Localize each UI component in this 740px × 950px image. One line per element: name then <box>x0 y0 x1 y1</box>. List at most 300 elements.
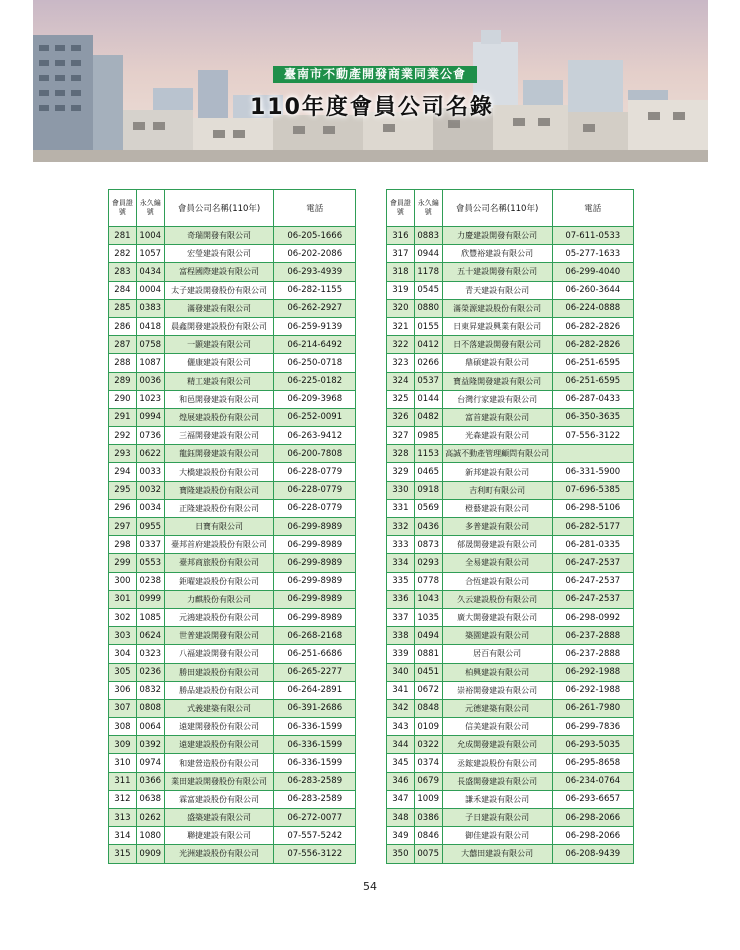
phone-cell: 06-209-3968 <box>274 390 356 408</box>
company-name-cell: 久云建設股份有限公司 <box>442 590 552 608</box>
company-name-cell: 台灣行家建設有限公司 <box>442 390 552 408</box>
association-name: 臺南市不動產開發商業同業公會 <box>273 66 477 83</box>
company-name-cell: 力慶建設開發有限公司 <box>442 227 552 245</box>
table-row <box>387 736 634 754</box>
company-name-cell: 吉利町有限公司 <box>442 481 552 499</box>
perm-no-cell: 0144 <box>414 390 442 408</box>
member-no-cell: 301 <box>109 590 137 608</box>
member-no-cell: 322 <box>387 336 415 354</box>
table-row <box>387 299 634 317</box>
phone-cell: 07-611-0533 <box>552 227 633 245</box>
phone-cell: 06-295-8658 <box>552 754 633 772</box>
phone-cell: 06-264-2891 <box>274 681 356 699</box>
member-no-cell: 288 <box>109 354 137 372</box>
header-phone: 電話 <box>552 190 633 227</box>
member-no-cell: 323 <box>387 354 415 372</box>
company-name-cell: 大囍田建設有限公司 <box>442 845 552 863</box>
table-row <box>109 572 356 590</box>
table-row <box>109 827 356 845</box>
table-row <box>387 699 634 717</box>
company-name-cell: 儷康建設有限公司 <box>164 354 274 372</box>
perm-no-cell: 0880 <box>414 299 442 317</box>
table-row <box>109 845 356 863</box>
company-name-cell: 光森建設有限公司 <box>442 427 552 445</box>
company-name-cell: 信美建設有限公司 <box>442 718 552 736</box>
perm-no-cell: 0374 <box>414 754 442 772</box>
table-row <box>109 645 356 663</box>
header-company: 會員公司名稱(110年) <box>164 190 274 227</box>
table-body-right <box>387 227 634 864</box>
company-name-cell: 臺邦首府建設股份有限公司 <box>164 536 274 554</box>
company-name-cell: 崇裕開發建設有限公司 <box>442 681 552 699</box>
company-name-cell: 築園建設有限公司 <box>442 627 552 645</box>
table-row <box>109 481 356 499</box>
table-row <box>387 481 634 499</box>
company-name-cell: 子日建設有限公司 <box>442 809 552 827</box>
table-row <box>387 463 634 481</box>
table-row <box>387 317 634 335</box>
perm-no-cell: 1009 <box>414 790 442 808</box>
perm-no-cell: 0155 <box>414 317 442 335</box>
table-row <box>387 263 634 281</box>
header-perm-no: 永久編號 <box>414 190 442 227</box>
phone-cell: 06-293-5035 <box>552 736 633 754</box>
perm-no-cell: 0262 <box>136 809 164 827</box>
member-no-cell: 299 <box>109 554 137 572</box>
perm-no-cell: 0412 <box>414 336 442 354</box>
member-no-cell: 306 <box>109 681 137 699</box>
company-name-cell: 精工建設有限公司 <box>164 372 274 390</box>
member-table-right <box>386 189 634 864</box>
perm-no-cell: 0337 <box>136 536 164 554</box>
phone-cell: 06-281-0335 <box>552 536 633 554</box>
phone-cell: 06-251-6595 <box>552 372 633 390</box>
company-name-cell: 允成開發建設有限公司 <box>442 736 552 754</box>
perm-no-cell: 0436 <box>414 518 442 536</box>
phone-cell: 07-557-5242 <box>274 827 356 845</box>
member-no-cell: 339 <box>387 645 415 663</box>
phone-cell: 06-237-2888 <box>552 627 633 645</box>
member-no-cell: 292 <box>109 427 137 445</box>
company-name-cell: 寶隆建設股份有限公司 <box>164 481 274 499</box>
member-no-cell: 321 <box>387 317 415 335</box>
member-no-cell: 341 <box>387 681 415 699</box>
member-no-cell: 290 <box>109 390 137 408</box>
perm-no-cell: 1023 <box>136 390 164 408</box>
perm-no-cell: 0672 <box>414 681 442 699</box>
perm-no-cell: 0758 <box>136 336 164 354</box>
page-number: 54 <box>363 880 377 893</box>
perm-no-cell: 0418 <box>136 317 164 335</box>
company-name-cell: 宏瑩建設有限公司 <box>164 245 274 263</box>
company-name-cell: 式義建築有限公司 <box>164 699 274 717</box>
company-name-cell: 八福建設開發有限公司 <box>164 645 274 663</box>
perm-no-cell: 0881 <box>414 645 442 663</box>
company-name-cell: 日寶有限公司 <box>164 518 274 536</box>
table-row <box>387 718 634 736</box>
table-row <box>387 608 634 626</box>
perm-no-cell: 0236 <box>136 663 164 681</box>
phone-cell: 06-298-2066 <box>552 809 633 827</box>
table-header-row <box>387 190 634 227</box>
table-row <box>387 536 634 554</box>
company-name-cell: 太子建設開發股份有限公司 <box>164 281 274 299</box>
member-no-cell: 316 <box>387 227 415 245</box>
table-row <box>387 590 634 608</box>
company-name-cell: 居百有限公司 <box>442 645 552 663</box>
perm-no-cell: 0392 <box>136 736 164 754</box>
member-no-cell: 303 <box>109 627 137 645</box>
company-name-cell: 丞鋐建設股份有限公司 <box>442 754 552 772</box>
table-row <box>387 809 634 827</box>
company-name-cell: 和邑開發建設有限公司 <box>164 390 274 408</box>
table-row <box>387 790 634 808</box>
perm-no-cell: 0999 <box>136 590 164 608</box>
member-no-cell: 291 <box>109 408 137 426</box>
table-row <box>109 245 356 263</box>
member-no-cell: 305 <box>109 663 137 681</box>
company-name-cell: 滿榮源建設股份有限公司 <box>442 299 552 317</box>
table-row <box>109 427 356 445</box>
member-no-cell: 308 <box>109 718 137 736</box>
company-name-cell: 日東昇建設興業有限公司 <box>442 317 552 335</box>
phone-cell: 06-299-8989 <box>274 572 356 590</box>
table-row <box>109 627 356 645</box>
table-row <box>387 645 634 663</box>
member-no-cell: 335 <box>387 572 415 590</box>
company-name-cell: 五十建設開發有限公司 <box>442 263 552 281</box>
phone-cell: 06-247-2537 <box>552 572 633 590</box>
phone-cell: 06-202-2086 <box>274 245 356 263</box>
perm-no-cell: 0985 <box>414 427 442 445</box>
table-row <box>387 354 634 372</box>
perm-no-cell: 1153 <box>414 445 442 463</box>
perm-no-cell: 0451 <box>414 663 442 681</box>
company-name-cell: 鉅曜建設股份有限公司 <box>164 572 274 590</box>
table-row <box>387 245 634 263</box>
phone-cell: 07-556-3122 <box>552 427 633 445</box>
company-name-cell: 遠建建設股份有限公司 <box>164 736 274 754</box>
company-name-cell: 盛築建設有限公司 <box>164 809 274 827</box>
perm-no-cell: 1085 <box>136 608 164 626</box>
perm-no-cell: 0622 <box>136 445 164 463</box>
member-no-cell: 336 <box>387 590 415 608</box>
member-no-cell: 331 <box>387 499 415 517</box>
table-row <box>109 227 356 245</box>
company-name-cell: 大橋建設股份有限公司 <box>164 463 274 481</box>
table-row <box>109 408 356 426</box>
member-no-cell: 312 <box>109 790 137 808</box>
phone-cell: 06-208-9439 <box>552 845 633 863</box>
perm-no-cell: 0064 <box>136 718 164 736</box>
company-name-cell: 遠建開發股份有限公司 <box>164 718 274 736</box>
perm-no-cell: 1035 <box>414 608 442 626</box>
perm-no-cell: 0465 <box>414 463 442 481</box>
perm-no-cell: 0569 <box>414 499 442 517</box>
table-row <box>387 554 634 572</box>
table-row <box>387 518 634 536</box>
perm-no-cell: 0545 <box>414 281 442 299</box>
company-name-cell: 廣大開發建設有限公司 <box>442 608 552 626</box>
phone-cell: 06-251-6686 <box>274 645 356 663</box>
member-no-cell: 284 <box>109 281 137 299</box>
perm-no-cell: 0808 <box>136 699 164 717</box>
perm-no-cell: 0036 <box>136 372 164 390</box>
company-name-cell: 滿發建設有限公司 <box>164 299 274 317</box>
phone-cell: 05-277-1633 <box>552 245 633 263</box>
company-name-cell: 晨鑫開發建設股份有限公司 <box>164 317 274 335</box>
phone-cell: 06-283-2589 <box>274 790 356 808</box>
company-name-cell: 一顥建設有限公司 <box>164 336 274 354</box>
table-row <box>109 772 356 790</box>
phone-cell: 06-292-1988 <box>552 681 633 699</box>
company-name-cell: 奇瑞開發有限公司 <box>164 227 274 245</box>
company-name-cell: 柏興建設有限公司 <box>442 663 552 681</box>
table-row <box>387 445 634 463</box>
phone-cell: 06-299-8989 <box>274 608 356 626</box>
phone-cell <box>552 445 633 463</box>
company-name-cell: 寶益隆開發建設有限公司 <box>442 372 552 390</box>
table-header-row <box>109 190 356 227</box>
phone-cell: 06-225-0182 <box>274 372 356 390</box>
company-name-cell: 龍鈺開發建設有限公司 <box>164 445 274 463</box>
company-name-cell: 新邦建設有限公司 <box>442 463 552 481</box>
company-name-cell: 合恆建設有限公司 <box>442 572 552 590</box>
table-row <box>109 554 356 572</box>
table-row <box>387 427 634 445</box>
member-no-cell: 281 <box>109 227 137 245</box>
phone-cell: 06-282-1155 <box>274 281 356 299</box>
phone-cell: 06-228-0779 <box>274 463 356 481</box>
phone-cell: 06-260-3644 <box>552 281 633 299</box>
table-row <box>109 809 356 827</box>
header-company: 會員公司名稱(110年) <box>442 190 552 227</box>
perm-no-cell: 0846 <box>414 827 442 845</box>
perm-no-cell: 0386 <box>414 809 442 827</box>
member-no-cell: 300 <box>109 572 137 590</box>
phone-cell: 06-299-4040 <box>552 263 633 281</box>
company-name-cell: 光洲建設股份有限公司 <box>164 845 274 863</box>
member-no-cell: 295 <box>109 481 137 499</box>
perm-no-cell: 0322 <box>414 736 442 754</box>
company-name-cell: 富程國際建設有限公司 <box>164 263 274 281</box>
member-no-cell: 286 <box>109 317 137 335</box>
company-name-cell: 世普建設開發有限公司 <box>164 627 274 645</box>
phone-cell: 06-298-0992 <box>552 608 633 626</box>
member-no-cell: 324 <box>387 372 415 390</box>
member-no-cell: 307 <box>109 699 137 717</box>
phone-cell: 06-299-8989 <box>274 536 356 554</box>
member-no-cell: 332 <box>387 518 415 536</box>
perm-no-cell: 0494 <box>414 627 442 645</box>
table-row <box>109 336 356 354</box>
member-no-cell: 293 <box>109 445 137 463</box>
phone-cell: 06-228-0779 <box>274 499 356 517</box>
perm-no-cell: 1080 <box>136 827 164 845</box>
member-no-cell: 298 <box>109 536 137 554</box>
perm-no-cell: 0109 <box>414 718 442 736</box>
perm-no-cell: 1043 <box>414 590 442 608</box>
perm-no-cell: 0883 <box>414 227 442 245</box>
company-name-cell: 日不落建設開發有限公司 <box>442 336 552 354</box>
phone-cell: 06-205-1666 <box>274 227 356 245</box>
company-name-cell: 富首建設有限公司 <box>442 408 552 426</box>
member-no-cell: 297 <box>109 518 137 536</box>
phone-cell: 06-287-0433 <box>552 390 633 408</box>
phone-cell: 06-228-0779 <box>274 481 356 499</box>
member-no-cell: 326 <box>387 408 415 426</box>
member-no-cell: 333 <box>387 536 415 554</box>
perm-no-cell: 0624 <box>136 627 164 645</box>
table-row <box>387 827 634 845</box>
page-title: 110年度會員公司名錄 <box>250 95 494 120</box>
table-row <box>109 754 356 772</box>
company-name-cell: 欣豐裕建設有限公司 <box>442 245 552 263</box>
company-name-cell: 長盛開發建設有限公司 <box>442 772 552 790</box>
member-no-cell: 287 <box>109 336 137 354</box>
table-row <box>387 663 634 681</box>
perm-no-cell: 1087 <box>136 354 164 372</box>
company-name-cell: 力麒股份有限公司 <box>164 590 274 608</box>
company-name-cell: 勝品建設股份有限公司 <box>164 681 274 699</box>
member-no-cell: 289 <box>109 372 137 390</box>
table-row <box>109 718 356 736</box>
phone-cell: 06-336-1599 <box>274 736 356 754</box>
table-row <box>387 336 634 354</box>
perm-no-cell: 0323 <box>136 645 164 663</box>
member-no-cell: 304 <box>109 645 137 663</box>
member-no-cell: 334 <box>387 554 415 572</box>
company-name-cell: 全易建設有限公司 <box>442 554 552 572</box>
perm-no-cell: 0873 <box>414 536 442 554</box>
perm-no-cell: 1057 <box>136 245 164 263</box>
member-no-cell: 346 <box>387 772 415 790</box>
perm-no-cell: 0944 <box>414 245 442 263</box>
table-row <box>387 627 634 645</box>
perm-no-cell: 0075 <box>414 845 442 863</box>
member-no-cell: 349 <box>387 827 415 845</box>
header-phone: 電話 <box>274 190 356 227</box>
phone-cell: 06-224-0888 <box>552 299 633 317</box>
table-row <box>109 608 356 626</box>
table-row <box>387 754 634 772</box>
phone-cell: 06-268-2168 <box>274 627 356 645</box>
member-no-cell: 350 <box>387 845 415 863</box>
phone-cell: 06-292-1988 <box>552 663 633 681</box>
phone-cell: 06-252-0091 <box>274 408 356 426</box>
table-row <box>109 663 356 681</box>
company-name-cell: 臺邦商旅股份有限公司 <box>164 554 274 572</box>
member-no-cell: 347 <box>387 790 415 808</box>
company-name-cell: 正隆建設股份有限公司 <box>164 499 274 517</box>
phone-cell: 06-299-8989 <box>274 518 356 536</box>
table-row <box>109 590 356 608</box>
member-no-cell: 327 <box>387 427 415 445</box>
table-row <box>387 372 634 390</box>
company-name-cell: 郁晟開發建設有限公司 <box>442 536 552 554</box>
member-no-cell: 344 <box>387 736 415 754</box>
table-row <box>109 790 356 808</box>
phone-cell: 06-299-7836 <box>552 718 633 736</box>
member-no-cell: 319 <box>387 281 415 299</box>
company-name-cell: 多普建設有限公司 <box>442 518 552 536</box>
member-no-cell: 310 <box>109 754 137 772</box>
company-name-cell: 煌展建設股份有限公司 <box>164 408 274 426</box>
member-no-cell: 345 <box>387 754 415 772</box>
company-name-cell: 鼎碩建設有限公司 <box>442 354 552 372</box>
phone-cell: 06-331-5900 <box>552 463 633 481</box>
table-body-left <box>109 227 356 864</box>
table-row <box>387 499 634 517</box>
table-row <box>109 499 356 517</box>
phone-cell: 06-282-2826 <box>552 317 633 335</box>
perm-no-cell: 0553 <box>136 554 164 572</box>
perm-no-cell: 0004 <box>136 281 164 299</box>
company-name-cell: 御佳建設有限公司 <box>442 827 552 845</box>
table-row <box>387 772 634 790</box>
phone-cell: 06-250-0718 <box>274 354 356 372</box>
phone-cell: 06-298-2066 <box>552 827 633 845</box>
perm-no-cell: 0638 <box>136 790 164 808</box>
member-no-cell: 329 <box>387 463 415 481</box>
phone-cell: 06-282-5177 <box>552 518 633 536</box>
phone-cell: 06-283-2589 <box>274 772 356 790</box>
member-no-cell: 340 <box>387 663 415 681</box>
table-row <box>109 736 356 754</box>
phone-cell: 06-293-6657 <box>552 790 633 808</box>
phone-cell: 06-265-2277 <box>274 663 356 681</box>
perm-no-cell: 0032 <box>136 481 164 499</box>
phone-cell: 06-247-2537 <box>552 590 633 608</box>
member-no-cell: 309 <box>109 736 137 754</box>
table-row <box>109 354 356 372</box>
perm-no-cell: 0033 <box>136 463 164 481</box>
table-row <box>109 317 356 335</box>
table-row <box>109 536 356 554</box>
perm-no-cell: 0266 <box>414 354 442 372</box>
member-no-cell: 315 <box>109 845 137 863</box>
perm-no-cell: 0482 <box>414 408 442 426</box>
table-row <box>387 845 634 863</box>
header-member-no: 會員證號 <box>387 190 415 227</box>
table-row <box>387 408 634 426</box>
header-perm-no: 永久編號 <box>136 190 164 227</box>
perm-no-cell: 0832 <box>136 681 164 699</box>
phone-cell: 07-556-3122 <box>274 845 356 863</box>
perm-no-cell: 0736 <box>136 427 164 445</box>
perm-no-cell: 0918 <box>414 481 442 499</box>
header-member-no: 會員證號 <box>109 190 137 227</box>
perm-no-cell: 0366 <box>136 772 164 790</box>
table-row <box>109 445 356 463</box>
member-no-cell: 343 <box>387 718 415 736</box>
member-no-cell: 318 <box>387 263 415 281</box>
member-no-cell: 283 <box>109 263 137 281</box>
phone-cell: 06-350-3635 <box>552 408 633 426</box>
company-name-cell: 三福開發建設有限公司 <box>164 427 274 445</box>
phone-cell: 06-272-0077 <box>274 809 356 827</box>
table-row <box>387 572 634 590</box>
phone-cell: 06-200-7808 <box>274 445 356 463</box>
member-no-cell: 282 <box>109 245 137 263</box>
member-no-cell: 320 <box>387 299 415 317</box>
member-no-cell: 330 <box>387 481 415 499</box>
phone-cell: 06-247-2537 <box>552 554 633 572</box>
perm-no-cell: 1004 <box>136 227 164 245</box>
perm-no-cell: 0848 <box>414 699 442 717</box>
company-name-cell: 謙禾建設有限公司 <box>442 790 552 808</box>
member-no-cell: 348 <box>387 809 415 827</box>
